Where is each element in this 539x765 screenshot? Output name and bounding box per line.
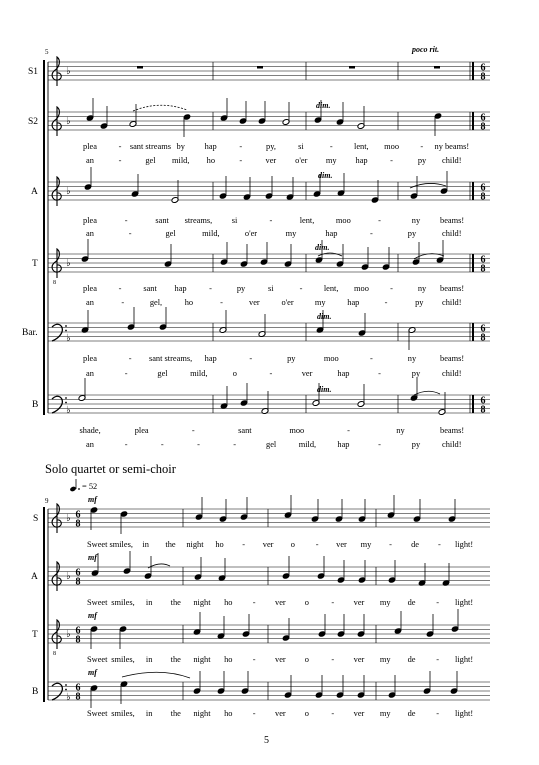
lyric-verse1: beams! [440, 426, 465, 435]
lyric: light! [455, 709, 474, 718]
bass-clef-dot [65, 397, 67, 399]
lyric-verse1: py [287, 354, 296, 363]
lyric: ver [275, 655, 286, 664]
lyric-verse2: mild, [172, 156, 190, 165]
lyric: - [242, 540, 246, 549]
part-label-S: S [33, 514, 39, 524]
lyric-verse1: py, [266, 142, 276, 151]
lyric: - [436, 598, 440, 607]
time-signature-denominator: 8 [480, 121, 486, 133]
treble-clef-icon [52, 177, 61, 206]
flat-key-signature-icon: ♭ [66, 186, 71, 197]
lyric-verse1: - [299, 284, 303, 293]
lyric-verse2: - [128, 229, 132, 238]
lyric-verse2: - [124, 440, 128, 449]
lyric-verse1: moo [289, 426, 305, 435]
lyric-verse1: ny [407, 354, 417, 363]
lyric-verse1: - [329, 142, 333, 151]
lyric: light! [455, 655, 474, 664]
tempo-note-icon [69, 486, 76, 492]
lyric-verse1: plea [83, 354, 97, 363]
lyric-verse2: ho [206, 156, 216, 165]
lyric: night [193, 598, 211, 607]
lyric: Sweet [87, 655, 108, 664]
lyric: ver [275, 598, 286, 607]
lyric-verse1: - [370, 354, 373, 363]
lyric-verse2: - [121, 298, 125, 307]
lyric: ver [262, 540, 274, 549]
lyric-verse2: - [378, 369, 381, 378]
lyric-verse2: py [415, 298, 424, 307]
lyric: smiles, [109, 540, 133, 549]
time-signature-numerator: 6 [75, 625, 81, 637]
time-signature-numerator: 6 [480, 323, 486, 335]
lyric: o [304, 709, 309, 718]
bass-clef-dot [65, 402, 67, 404]
slur [122, 672, 190, 678]
treble-clef-icon [52, 57, 61, 86]
lyric-verse2: an [86, 156, 94, 165]
lyric: Sweet [87, 709, 108, 718]
lyric-verse1: lent, [323, 284, 339, 293]
lyric-verse2: child! [442, 298, 462, 307]
lyric-verse2: - [378, 440, 381, 449]
lyric: ho [224, 655, 233, 664]
lyric-verse2: hap [355, 156, 368, 165]
lyric: - [436, 709, 440, 718]
page-number: 5 [264, 735, 269, 746]
lyric-verse2: child! [442, 229, 462, 238]
flat-key-signature-icon: ♭ [66, 66, 71, 77]
slur [410, 183, 446, 188]
lyric: ho [215, 540, 224, 549]
part-label-T: T [32, 630, 38, 640]
lyric-verse2: an [86, 229, 94, 238]
lyric-verse2: py [417, 156, 427, 165]
lyric: - [331, 655, 335, 664]
lyric: - [252, 709, 256, 718]
lyric: - [252, 598, 256, 607]
lyric: o [290, 540, 295, 549]
time-signature-numerator: 6 [75, 509, 81, 521]
flat-key-signature-icon: ♭ [66, 258, 71, 269]
lyric-verse1: - [420, 142, 424, 151]
lyric: the [170, 598, 181, 607]
whole-rest [257, 66, 263, 69]
lyric: - [331, 709, 335, 718]
lyric-verse1: py [236, 284, 246, 293]
lyric-verse2: gel, [149, 298, 163, 307]
lyric-verse1: - [118, 142, 122, 151]
lyric: smiles, [111, 598, 135, 607]
lyric-verse2: mild, [298, 440, 317, 449]
lyric-verse1: - [191, 426, 195, 435]
lyric: o [304, 655, 309, 664]
lyric-verse2: - [384, 298, 388, 307]
lyric: - [252, 655, 256, 664]
lyric-verse1: - [390, 284, 393, 293]
part-label-A: A [31, 187, 38, 197]
lyric-verse1: - [249, 354, 253, 363]
lyric-verse2: child! [442, 440, 462, 449]
lyric-verse1: plea [83, 142, 97, 151]
dynamic-mf: mf [88, 611, 97, 620]
lyric: ver [275, 709, 286, 718]
lyric-verse1: sant [143, 284, 157, 293]
lyric-verse1: hap [204, 354, 217, 363]
lyric-verse1: beams! [440, 354, 465, 363]
whole-rest [137, 66, 143, 69]
section-heading: Solo quartet or semi-choir [45, 462, 176, 476]
time-signature-denominator: 8 [75, 691, 81, 703]
lyric-verse1: - [239, 142, 243, 151]
lyric-verse1: si [298, 142, 304, 151]
lyric-verse2: py [411, 440, 421, 449]
time-signature-numerator: 6 [480, 112, 486, 124]
lyric-verse1: streams, [184, 216, 213, 225]
lyric: my [379, 598, 391, 607]
lyric-verse2: my [314, 298, 326, 307]
lyric-verse2: - [239, 156, 243, 165]
lyric-verse2: an [86, 440, 94, 449]
lyric-verse2: my [325, 156, 337, 165]
lyric-verse1: by [176, 142, 185, 151]
treble-clef-icon [52, 107, 61, 136]
lyric: smiles, [111, 709, 135, 718]
lyric-verse2: hap [325, 229, 338, 238]
dynamic-dim: dim. [317, 385, 332, 394]
treble-clef-icon [52, 249, 61, 278]
bass-clef-icon [52, 396, 62, 413]
lyric-verse2: ver [265, 156, 277, 165]
time-signature-denominator: 8 [75, 634, 81, 646]
whole-rest [349, 66, 355, 69]
part-label-Bar.: Bar. [22, 328, 38, 338]
lyric-verse2: - [124, 369, 128, 378]
lyric: light! [455, 540, 474, 549]
dynamic-dim: dim. [318, 171, 333, 180]
bass-clef-icon [52, 683, 62, 700]
flat-key-signature-icon: ♭ [66, 333, 71, 344]
lyric-verse2: gel [165, 229, 176, 238]
lyric: ho [224, 598, 233, 607]
bass-clef-dot [65, 325, 67, 327]
lyric: in [145, 598, 153, 607]
lyric-verse1: - [118, 284, 122, 293]
lyric-verse1: plea [83, 284, 97, 293]
lyric-verse1: plea [134, 426, 149, 435]
time-signature-numerator: 6 [75, 682, 81, 694]
lyric: my [379, 709, 391, 718]
tempo-value: = 52 [82, 482, 98, 491]
lyric-verse1: - [347, 426, 350, 435]
lyric-verse2: gel [157, 369, 168, 378]
lyric-verse1: lent, [299, 216, 315, 225]
lyric-verse1: lent, [354, 142, 369, 151]
lyric-verse1: ny [396, 426, 405, 435]
treble-clef-icon [52, 562, 61, 591]
lyric: the [165, 540, 176, 549]
time-signature-denominator: 8 [75, 518, 81, 530]
lyric-verse1: ny beams! [434, 142, 470, 151]
lyric: de [411, 540, 419, 549]
time-signature-denominator: 8 [480, 71, 486, 83]
lyric: - [315, 540, 319, 549]
lyric: in [142, 540, 149, 549]
flat-key-signature-icon: ♭ [66, 692, 71, 703]
lyric-verse2: gel [145, 156, 156, 165]
lyric: - [438, 540, 441, 549]
lyric-verse1: sant streams [129, 142, 171, 151]
lyric: night [193, 709, 211, 718]
time-signature-numerator: 6 [480, 395, 486, 407]
bass-clef-dot [65, 689, 67, 691]
lyric-verse2: - [160, 440, 164, 449]
lyric-verse2: o'er [295, 156, 308, 165]
lyric: ver [336, 540, 347, 549]
lyric-verse2: my [285, 229, 297, 238]
octave-mark: 8 [53, 651, 56, 657]
lyric-verse2: mild, [190, 369, 208, 378]
lyric-verse2: hap [337, 440, 350, 449]
lyric: - [436, 655, 440, 664]
lyric: de [407, 598, 416, 607]
lyric-verse1: sant [155, 216, 169, 225]
dynamic-mf: mf [88, 495, 97, 504]
lyric-verse2: - [370, 229, 373, 238]
lyric: the [170, 709, 181, 718]
octave-mark: 8 [53, 280, 56, 286]
flat-key-signature-icon: ♭ [66, 629, 71, 640]
time-signature-denominator: 8 [480, 191, 486, 203]
time-signature-denominator: 8 [480, 332, 486, 344]
slur [414, 391, 440, 395]
lyric-verse1: beams! [440, 216, 465, 225]
lyric-verse2: an [86, 369, 94, 378]
lyric: night [186, 540, 204, 549]
lyric-verse1: sant [238, 426, 252, 435]
tempo-note-dot [78, 488, 80, 490]
tempo-mark: poco rit. [412, 45, 440, 54]
lyric-verse1: sant streams, [148, 354, 193, 363]
lyric-verse2: py [411, 369, 421, 378]
time-signature-numerator: 6 [480, 254, 486, 266]
whole-rest [434, 66, 440, 69]
dynamic-dim: dim. [317, 312, 332, 321]
lyric: the [170, 655, 181, 664]
lyric-verse1: - [269, 216, 273, 225]
treble-clef-icon [52, 620, 61, 649]
flat-key-signature-icon: ♭ [66, 116, 71, 127]
lyric: my [379, 655, 391, 664]
lyric-verse2: o'er [244, 229, 258, 238]
flat-key-signature-icon: ♭ [66, 405, 71, 416]
lyric-verse2: child! [442, 156, 462, 165]
lyric-verse2: hap [337, 369, 350, 378]
lyric-verse1: si [268, 284, 274, 293]
lyric-verse1: beams! [440, 284, 465, 293]
lyric-verse2: - [197, 440, 200, 449]
lyric-verse2: py [407, 229, 417, 238]
lyric: - [389, 540, 392, 549]
time-signature-denominator: 8 [75, 576, 81, 588]
lyric-verse1: hap [204, 142, 217, 151]
lyric-verse1: moo [335, 216, 351, 225]
lyric-verse2: child! [442, 369, 462, 378]
dynamic-mf: mf [88, 668, 97, 677]
dynamic-dim: dim. [316, 101, 331, 110]
lyric: ho [224, 709, 233, 718]
lyric-verse1: ny [417, 284, 427, 293]
lyric-verse1: - [209, 284, 212, 293]
lyric-verse1: - [124, 216, 128, 225]
lyric-verse1: hap [174, 284, 187, 293]
lyric-verse2: ver [249, 298, 260, 307]
time-signature-denominator: 8 [480, 404, 486, 416]
lyric-verse1: ny [411, 216, 421, 225]
lyric: in [145, 709, 153, 718]
lyric-verse2: ver [301, 369, 313, 378]
part-label-B: B [32, 687, 39, 697]
dynamic-mf: mf [88, 553, 97, 562]
lyric-verse2: o'er [281, 298, 294, 307]
lyric: o [304, 598, 309, 607]
lyric-verse2: - [390, 156, 393, 165]
lyric-verse2: mild, [202, 229, 220, 238]
lyric-verse1: - [378, 216, 381, 225]
measure-number: 9 [45, 497, 49, 505]
flat-key-signature-icon: ♭ [66, 513, 71, 524]
bass-clef-icon [52, 324, 62, 341]
time-signature-denominator: 8 [480, 263, 486, 275]
bass-clef-dot [65, 684, 67, 686]
lyric-verse1: shade, [79, 426, 101, 435]
part-label-S1: S1 [28, 67, 39, 77]
lyric-verse2: - [233, 440, 237, 449]
part-label-A: A [31, 572, 38, 582]
bass-clef-dot [65, 330, 67, 332]
lyric-verse2: - [220, 298, 223, 307]
lyric-verse2: gel [266, 440, 277, 449]
lyric-verse2: o [232, 369, 237, 378]
part-label-T: T [32, 259, 38, 269]
lyric: night [193, 655, 211, 664]
lyric-verse2: an [86, 298, 94, 307]
treble-clef-icon [52, 504, 61, 533]
lyric: Sweet [87, 598, 108, 607]
measure-number: 5 [45, 48, 49, 56]
lyric-verse1: moo [384, 142, 400, 151]
lyric: ver [353, 598, 365, 607]
lyric: de [407, 655, 416, 664]
lyric-verse1: - [128, 354, 132, 363]
time-signature-numerator: 6 [480, 62, 486, 74]
lyric: de [407, 709, 416, 718]
slur [133, 105, 187, 111]
flat-key-signature-icon: ♭ [66, 571, 71, 582]
lyric-verse2: - [269, 369, 273, 378]
lyric-verse2: ho [184, 298, 194, 307]
lyric-verse2: hap [347, 298, 360, 307]
lyric: in [145, 655, 153, 664]
lyric-verse1: si [231, 216, 238, 225]
lyric: Sweet [87, 540, 108, 549]
lyric: - [331, 598, 335, 607]
lyric: my [360, 540, 372, 549]
time-signature-numerator: 6 [75, 567, 81, 579]
lyric: ver [353, 709, 365, 718]
lyric-verse1: moo [354, 284, 369, 293]
lyric: smiles, [111, 655, 135, 664]
part-label-B: B [32, 400, 39, 410]
lyric: light! [455, 598, 474, 607]
lyric-verse2: - [118, 156, 122, 165]
time-signature-numerator: 6 [480, 182, 486, 194]
lyric-verse1: plea [83, 216, 97, 225]
dynamic-dim: dim. [315, 243, 330, 252]
lyric-verse1: moo [323, 354, 339, 363]
lyric: ver [353, 655, 365, 664]
part-label-S2: S2 [28, 117, 39, 127]
